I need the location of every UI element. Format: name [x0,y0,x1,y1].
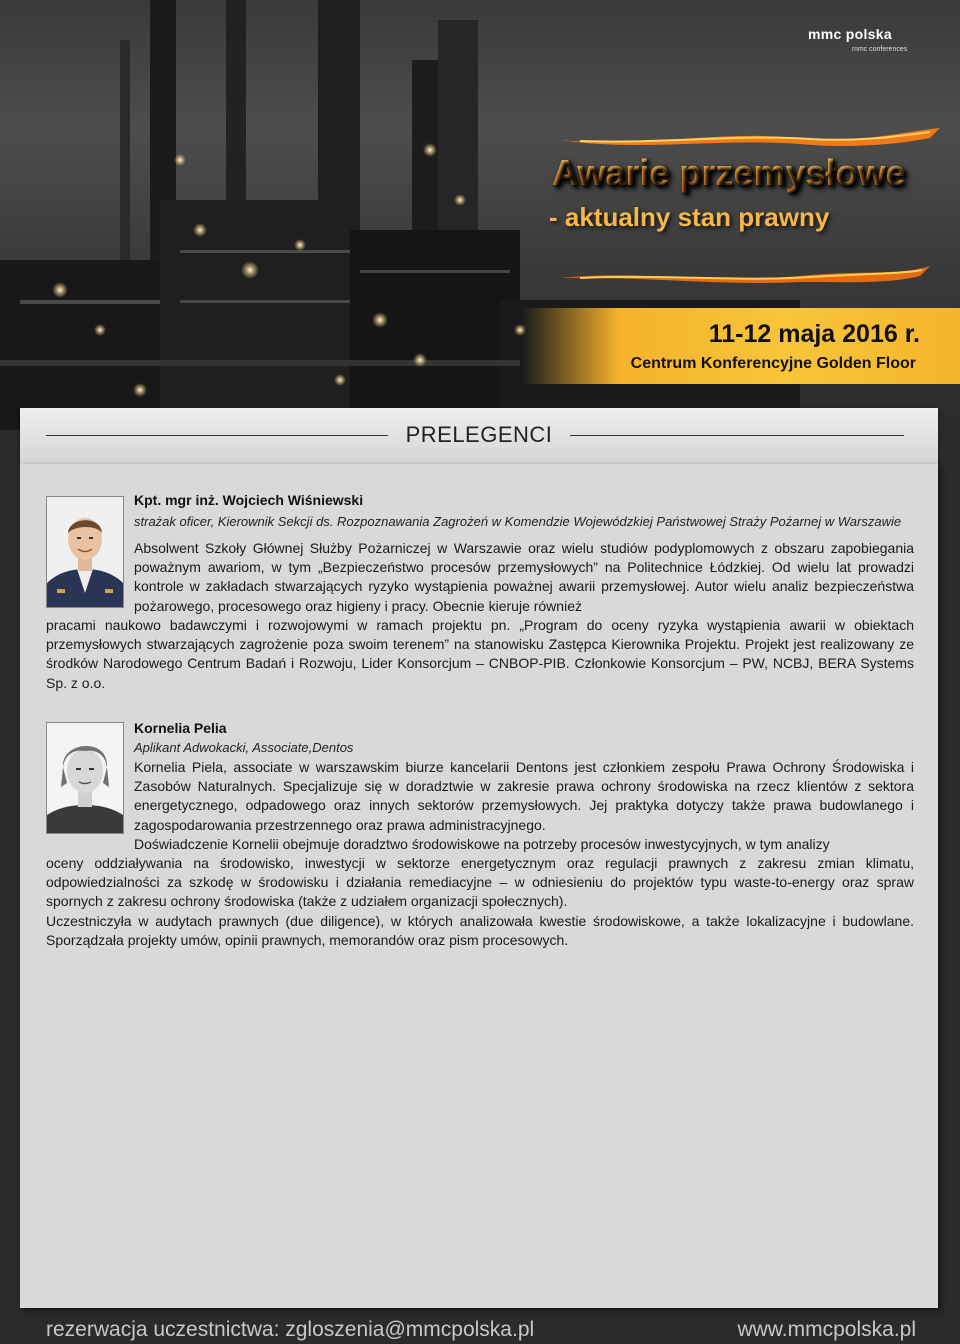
event-date: 11-12 maja 2016 r. [708,320,920,348]
speaker-bio-paragraph-2-rest: oceny oddziaływania na środowisko, inwestycji w sektorze energetycznym oraz regulacji prawnych z zakresu zmian klimatu, odpowiedzialności za szkodę w środowisku i działania remediacyjne – w odniesieniu do projektów typu waste-to-energy oraz spraw spornych z zakresu ochrony środowiska (także z udziałem organizacji społecznych). [46,855,914,910]
flame-stroke-top [560,126,940,152]
flame-stroke-bottom [560,262,940,288]
event-title: Awarie przemysłowe [552,152,906,193]
speaker-bio-continued: pracami naukowo badawczymi i rozwojowymi w ramach projektu pn. „Program do oceny ryzyka wystąpienia awarii w obiektach przemysłowych stwarzających zagrożenie poza swoim terenem” na stanowisku Zastępca Kierownika Projektu. Projekt jest realizowany ze środków Narodowego Centrum Badań i Rozwoju, Lider Konsorcjum – CNBOP-PIB. Członkowie Konsorcjum – PW, NCBJ, BERA Systems Sp. z o.o. [46,617,914,691]
reservation-email-link[interactable]: rezerwacja uczestnictwa: zgloszenia@mmcpolska.pl [46,1318,535,1341]
logo-subtext: mmc conferences [852,46,908,53]
logo-text: mmc polska [808,26,892,42]
speaker-bio-intro: Absolwent Szkoły Głównej Służby Pożarniczej w Warszawie oraz wielu studiów podyplomowych z obszaru zapobiegania poważnym awariom, w tym „Bezpieczeństwo procesów przemysłowych” na Politechnice Łódzkiej. Od wielu lat prowadzi kontrole w zakładach stwarzających ryzyko wystąpienia poważnej awarii przemysłowej. Autor wielu analiz bezpieczeństwa pożarowego, procesowego oraz higieny i pracy. Obecnie kieruje również [134,540,914,614]
date-band [522,308,960,384]
speaker-name: Kornelia Pelia [134,720,227,736]
header-banner [0,0,960,430]
section-header [20,408,938,464]
speakers-panel [20,464,938,1308]
speaker-bio-intro: Kornelia Piela, associate w warszawskim biurze kancelarii Dentons jest członkiem zespołu Prawa Ochrony Środowiska i Zasobów Naturalnych. Specjalizuje się w doradztwie w zakresie prawa ochrony środowiska na rzecz klientów z sektora energetycznego, odpadowego oraz innych sektorów przemysłowych. Jej praktyka dotyczy także prawa budowlanego i zagospodarowania przestrzennego oraz prawa administracyjnego. [134,759,914,833]
speaker-role: Aplikant Adwokacki, Associate,Dentos [134,740,354,755]
mmc-polska-logo[interactable] [808,26,908,66]
event-venue: Centrum Konferencyjne Golden Floor [630,355,916,372]
speaker-photo-wisniewski [46,496,124,608]
speaker-bio-paragraph-2-start: Doświadczenie Kornelii obejmuje doradztwo środowiskowe na potrzeby procesów inwestycyjnych, w tym analizy [134,836,830,852]
event-subtitle: - aktualny stan prawny [549,202,830,232]
speaker-bio-paragraph-3: Uczestniczyła w audytach prawnych (due diligence), w których analizowała kwestie środowiskowe, a także lokalizacyjne i budowlane. Sporządzała projekty umów, opinii prawnych, memorandów oraz pism procesowych. [46,913,914,949]
footer [0,1308,960,1344]
speaker-photo-pelia [46,722,124,834]
divider-right [570,435,904,436]
speaker-name: Kpt. mgr inż. Wojciech Wiśniewski [134,492,364,508]
speaker-role: strażak oficer, Kierownik Sekcji ds. Rozpoznawania Zagrożeń w Komendzie Wojewódzkiej Państwowej Straży Pożarnej w Warszawie [134,514,902,529]
section-title: PRELEGENCI [405,422,553,447]
website-link[interactable]: www.mmcpolska.pl [737,1318,916,1341]
